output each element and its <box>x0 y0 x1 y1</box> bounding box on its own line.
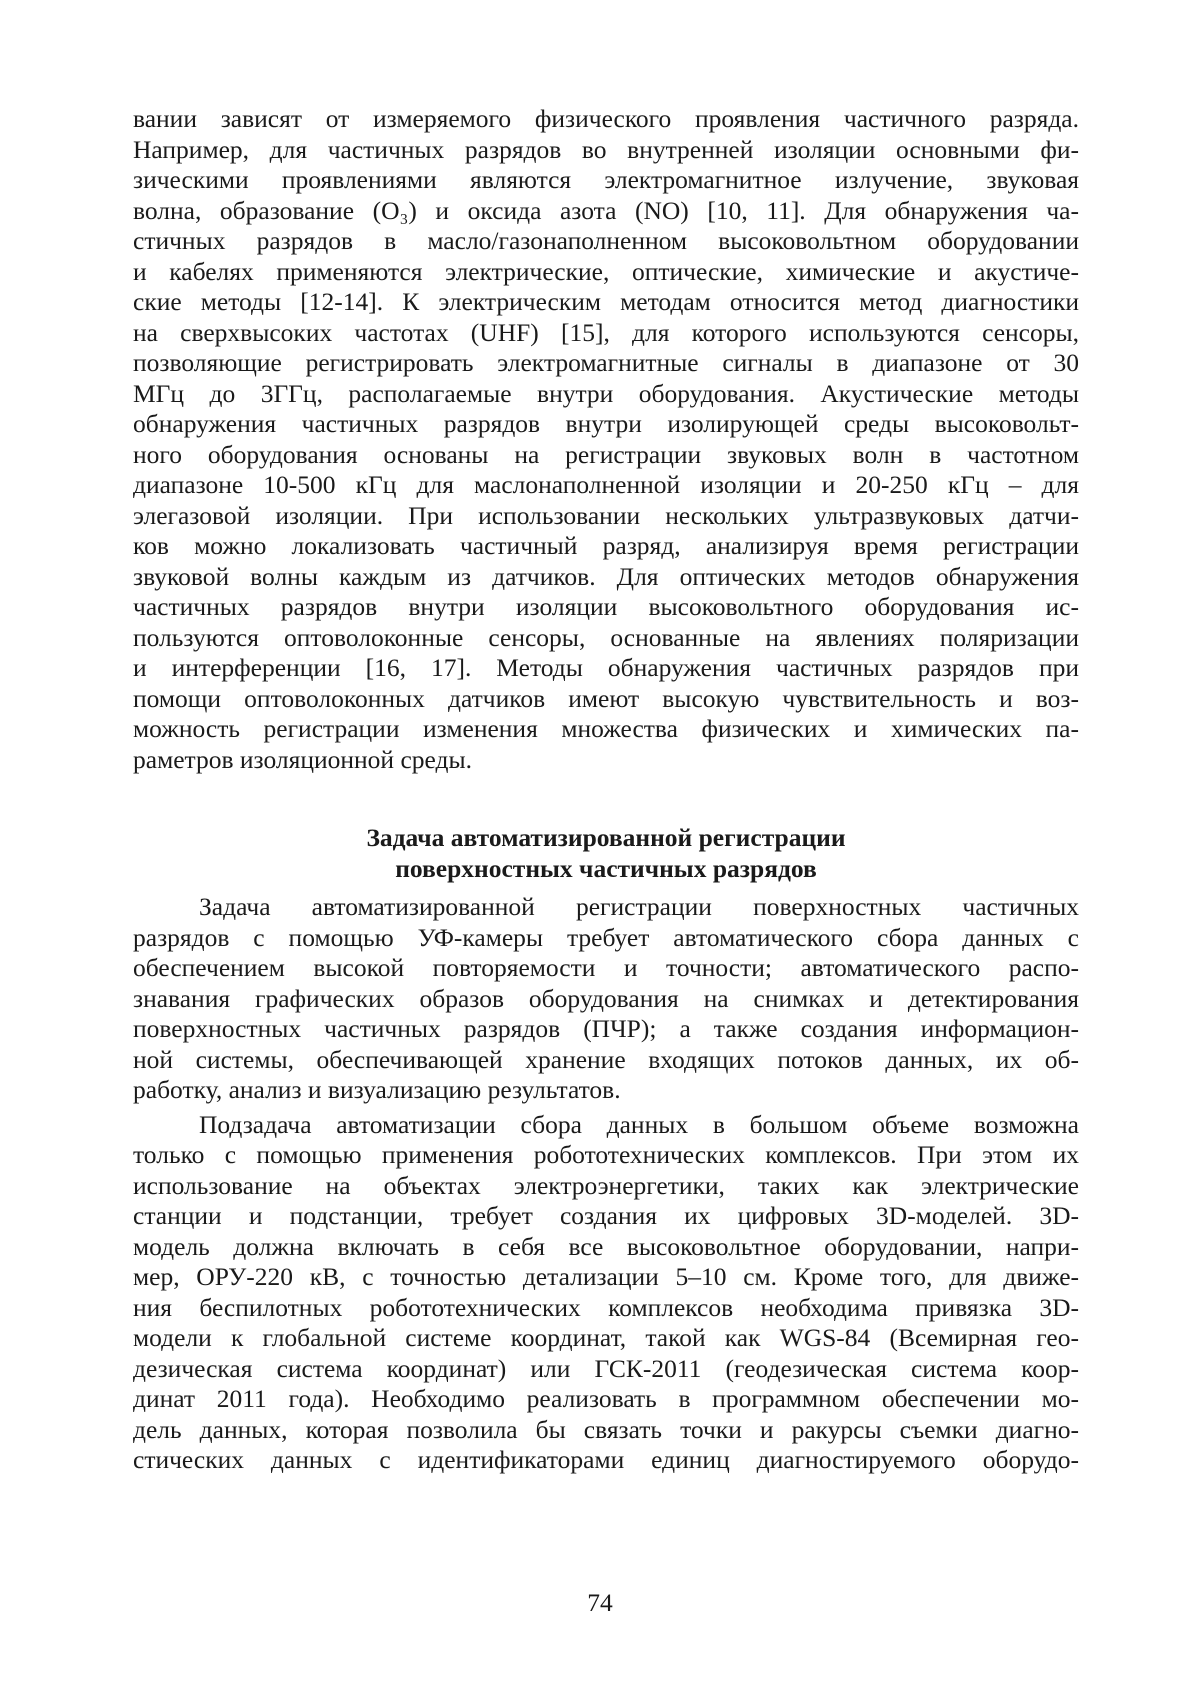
text-line: звуковой волны каждым из датчиков. Для оптических методов обнаружения <box>133 561 1079 591</box>
text-line: обнаружения частичных разрядов внутри изолирующей среды высоковольт- <box>133 409 1079 438</box>
text-line: ния беспилотных робототехнических комплексов необходима привязка 3D- <box>133 1292 1079 1322</box>
text-line: только с помощью применения робототехнических комплексов. При этом их <box>133 1140 1079 1169</box>
text-line: элегазовой изоляции. При использовании нескольких ультразвуковых датчи- <box>133 500 1079 530</box>
text-line: раметров изоляционной среды. <box>133 744 472 774</box>
page-number: 74 <box>587 1588 613 1617</box>
text-line: пользуются оптоволоконные сенсоры, основанные на явлениях поляризации <box>133 622 1079 652</box>
text-line: можность регистрации изменения множества физических и химических па- <box>133 714 1079 743</box>
text-line: Например, для частичных разрядов во внутренней изоляции основными фи- <box>133 134 1079 164</box>
section-heading <box>133 823 1079 884</box>
paragraph-task-description <box>133 892 1079 1106</box>
text-line: дель данных, которая позволила бы связать точки и ракурсы съемки диагно- <box>133 1414 1079 1444</box>
text-line: использование на объектах электроэнергетики, таких как электрические <box>133 1170 1079 1200</box>
text-line: модели к глобальной системе координат, такой как WGS-84 (Всемирная гео- <box>133 1323 1079 1352</box>
text-line: поверхностных частичных разрядов (ПЧР); а также создания информацион- <box>133 1014 1079 1043</box>
text-line: знавания графических образов оборудования на снимках и детектирования <box>133 983 1079 1013</box>
text-line: ного оборудования основаны на регистрации звуковых волн в частотном <box>133 439 1079 469</box>
text-line: позволяющие регистрировать электромагнитные сигналы в диапазоне от 30 <box>133 348 1079 377</box>
text-line: Подзадача автоматизации сбора данных в большом объеме возможна <box>199 1109 1079 1139</box>
text-line: стичных разрядов в масло/газонаполненном высоковольтном оборудовании <box>133 226 1079 255</box>
page-body <box>133 104 1079 1476</box>
text-line: обеспечением высокой повторяемости и точности; автоматического распо- <box>133 953 1079 982</box>
text-line: станции и подстанции, требует создания их цифровых 3D-моделей. 3D- <box>133 1201 1079 1230</box>
text-line: МГц до 3ГГц, располагаемые внутри оборудования. Акустические методы <box>133 378 1079 408</box>
text-line: зическими проявлениями являются электромагнитное излучение, звуковая <box>133 165 1079 194</box>
text-line: помощи оптоволоконных датчиков имеют высокую чувствительность и воз- <box>133 683 1079 713</box>
text-line: стических данных с идентификаторами единиц диагностируемого оборудо- <box>133 1445 1079 1474</box>
text-line: частичных разрядов внутри изоляции высоковольтного оборудования ис- <box>133 592 1079 621</box>
text-line: динат 2011 года). Необходимо реализовать в программном обеспечении мо- <box>133 1384 1079 1413</box>
text-line: Задача автоматизированной регистрации поверхностных частичных <box>199 892 1079 921</box>
text-line: ские методы [12-14]. К электрическим методам относится метод диагностики <box>133 287 1079 316</box>
text-line: ной системы, обеспечивающей хранение входящих потоков данных, их об- <box>133 1044 1079 1074</box>
text-line: мер, ОРУ-220 кВ, с точностью детализации 5–10 см. Кроме того, для движе- <box>133 1262 1079 1291</box>
text-line: волна, образование (O₃) и оксида азота (NO) [10, 11]. Для обнаружения ча- <box>133 195 1079 225</box>
text-line: и кабелях применяются электрические, оптические, химические и акустиче- <box>133 256 1079 286</box>
text-line: модель должна включать в себя все высоковольтное оборудовании, напри- <box>133 1231 1079 1261</box>
text-line: вании зависят от измеряемого физического проявления частичного разряда. <box>133 104 1079 133</box>
paragraph-data-collection-subtask <box>133 1110 1079 1476</box>
paragraph-partial-discharge-methods <box>133 104 1079 775</box>
text-line: на сверхвысоких частотах (UHF) [15], для которого используются сенсоры, <box>133 317 1079 347</box>
text-line: диапазоне 10-500 кГц для маслонаполненной изоляции и 20-250 кГц – для <box>133 470 1079 499</box>
text-line: ков можно локализовать частичный разряд, анализируя время регистрации <box>133 531 1079 560</box>
text-line: и интерференции [16, 17]. Методы обнаружения частичных разрядов при <box>133 653 1079 682</box>
text-line: дезическая система координат) или ГСК-2011 (геодезическая система коор- <box>133 1353 1079 1383</box>
text-line: работку, анализ и визуализацию результатов. <box>133 1075 621 1104</box>
heading-line: поверхностных частичных разрядов <box>395 853 817 883</box>
heading-line: Задача автоматизированной регистрации <box>366 823 846 852</box>
text-line: разрядов с помощью УФ-камеры требует автоматического сбора данных с <box>133 922 1079 952</box>
